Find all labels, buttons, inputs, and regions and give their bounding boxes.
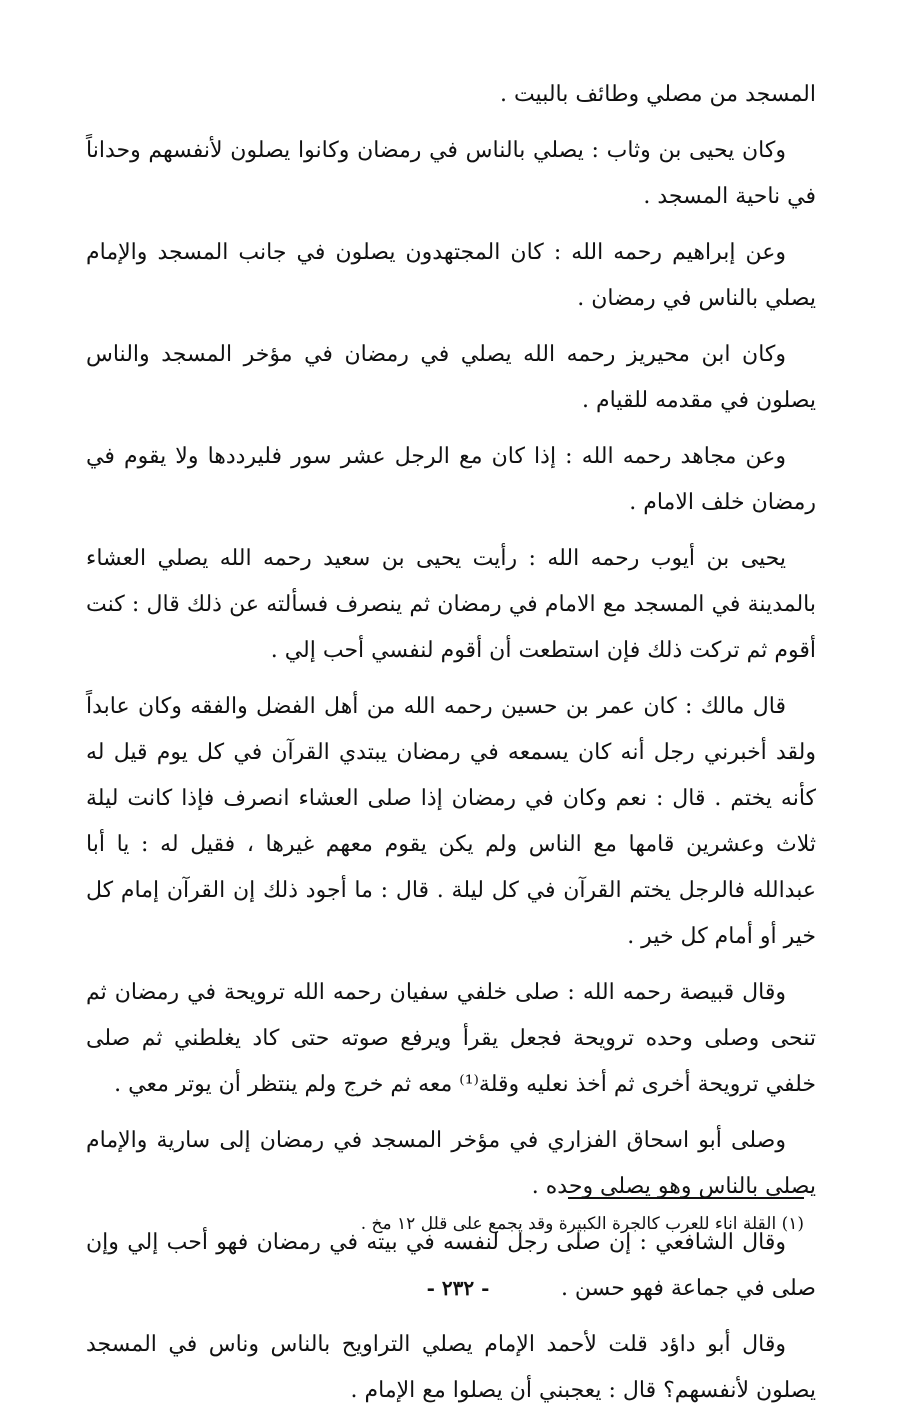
footnote-divider xyxy=(568,1197,804,1199)
page-number: - ٢٣٢ - xyxy=(426,1276,490,1300)
paragraph-ibrahim: وعن إبراهيم رحمه الله : كان المجتهدون يصلون في جانب المسجد والإمام يصلي بالناس في رمضان . xyxy=(86,240,816,311)
paragraph-qabisa: وقال قبيصة رحمه الله : صلى خلفي سفيان رحمه الله ترويحة في رمضان ثم تنحى وصلى وحده ترويحة فجعل يقرأ ويرفع صوته حتى كاد يغلطني ثم صلى خلفي ترويحة أخرى ثم أخذ نعليه وقلة⁽¹⁾ معه ثم خرج ولم ينتظر أن يوتر معي . xyxy=(86,980,816,1097)
paragraph-continuation: المسجد من مصلي وطائف بالبيت . xyxy=(499,82,816,107)
paragraph-yahya-bin-ayyub: يحيى بن أيوب رحمه الله : رأيت يحيى بن سعيد رحمه الله يصلي العشاء بالمدينة في المسجد مع الامام في رمضان ثم ينصرف فسألته عن ذلك قال : كنت أقوم ثم تركت ذلك فإن استطعت أن أقوم لنفسي أحب إلي . xyxy=(86,546,816,663)
paragraph-malik: قال مالك : كان عمر بن حسين رحمه الله من أهل الفضل والفقه وكان عابداً ولقد أخبرني رجل أنه كان يسمعه في رمضان يبتدي القرآن في كل يوم قيل له كأنه يختم . قال : نعم وكان في رمضان إذا صلى العشاء انصرف فإذا كانت ليلة ثلاث وعشرين قامها مع الناس ولم يكن يقوم معهم غيرها ، فقيل له : يا أبا عبدالله فالرجل يختم القرآن في كل ليلة . قال : ما أجود ذلك إن القرآن إمام كل خير أو أمام كل خير . xyxy=(86,694,816,949)
paragraph-yahya-bin-waththab: وكان يحيى بن وثاب : يصلي بالناس في رمضان وكانوا يصلون لأنفسهم وحداناً في ناحية المسجد . xyxy=(86,138,816,209)
paragraph-shafii: وقال الشافعي : إن صلى رجل لنفسه في بيته في رمضان فهو أحب إلي وإن صلى في جماعة فهو حسن . xyxy=(86,1230,816,1301)
paragraph-abu-ishaq: وصلى أبو اسحاق الفزاري في مؤخر المسجد في رمضان إلى سارية والإمام يصلي بالناس وهو يصلي وحده . xyxy=(86,1128,816,1199)
paragraph-ibn-muhayriz: وكان ابن محيريز رحمه الله يصلي في رمضان في مؤخر المسجد والناس يصلون في مقدمه للقيام . xyxy=(86,342,816,413)
footnote: (١) القلة اناء للعرب كالجرة الكبيرة وقد يجمع على قلل ١٢ مخ . xyxy=(360,1214,804,1234)
paragraph-mujahid: وعن مجاهد رحمه الله : إذا كان مع الرجل عشر سور فليرددها ولا يقوم في رمضان خلف الامام . xyxy=(86,444,816,515)
paragraph-abu-dawud: وقال أبو داؤد قلت لأحمد الإمام يصلي التراويح بالناس وناس في المسجد يصلون لأنفسهم؟ قال : يعجبني أن يصلوا مع الإمام . xyxy=(86,1332,816,1403)
